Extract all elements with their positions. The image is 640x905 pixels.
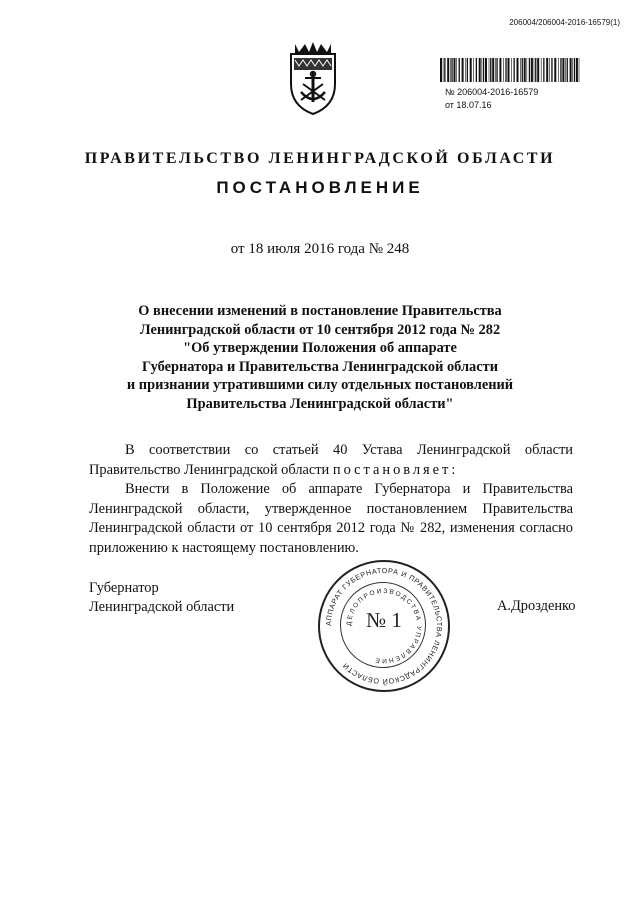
document-title [80, 302, 560, 413]
document-body [89, 441, 573, 558]
barcode [440, 58, 582, 82]
issuer-heading: ПРАВИТЕЛЬСТВО ЛЕНИНГРАДСКОЙ ОБЛАСТИ [84, 150, 556, 167]
registration-date: от 18.07.16 [445, 100, 492, 110]
title-line: Губернатора и Правительства Ленинградской области [141, 358, 499, 375]
seal-inner-text: ДЕЛОПРОИЗВОДСТВА УПРАВЛЕНИЕ [345, 587, 423, 665]
title-line: Ленинградской области от 10 сентября 2012 года № 282 [139, 321, 501, 338]
document-type: ПОСТАНОВЛЕНИЕ [216, 178, 424, 197]
title-line: "Об утверждении Положения об аппарате [183, 340, 457, 356]
title-line: и признании утратившими силу отдельных постановлений [126, 377, 514, 393]
seal-number: № 1 [366, 608, 402, 632]
seal-outer-text: АППАРАТ ГУБЕРНАТОРА И ПРАВИТЕЛЬСТВА ЛЕНИНГРАДСКОЙ ОБЛАСТИ [323, 565, 445, 687]
signatory-name: А.Дрозденко [497, 598, 576, 614]
paragraph-preamble: В соответствии со статьей 40 Устава Ленинградской области Правительство Ленинградской области постановляет: [89, 442, 573, 478]
title-line: О внесении изменений в постановление Правительства [138, 303, 502, 319]
coat-of-arms-icon [285, 40, 341, 116]
signatory-position: Губернатор Ленинградской области [89, 580, 235, 615]
decree-word: постановляет [332, 461, 452, 478]
registration-number: № 206004-2016-16579 [445, 87, 539, 97]
official-seal [318, 560, 450, 692]
title-line: Правительства Ленинградской области" [186, 395, 454, 412]
paragraph-operative: Внести в Положение об аппарате Губернатора и Правительства Ленинградской области, утвержденное постановлением Правительства Ленинградской области от 10 сентября 2012 года № 282, изменения согласно приложению к настоящему постановлению. [89, 481, 573, 556]
document-date: от 18 июля 2016 года № 248 [230, 241, 410, 257]
document-id: 206004/206004-2016-16579(1) [509, 18, 620, 27]
